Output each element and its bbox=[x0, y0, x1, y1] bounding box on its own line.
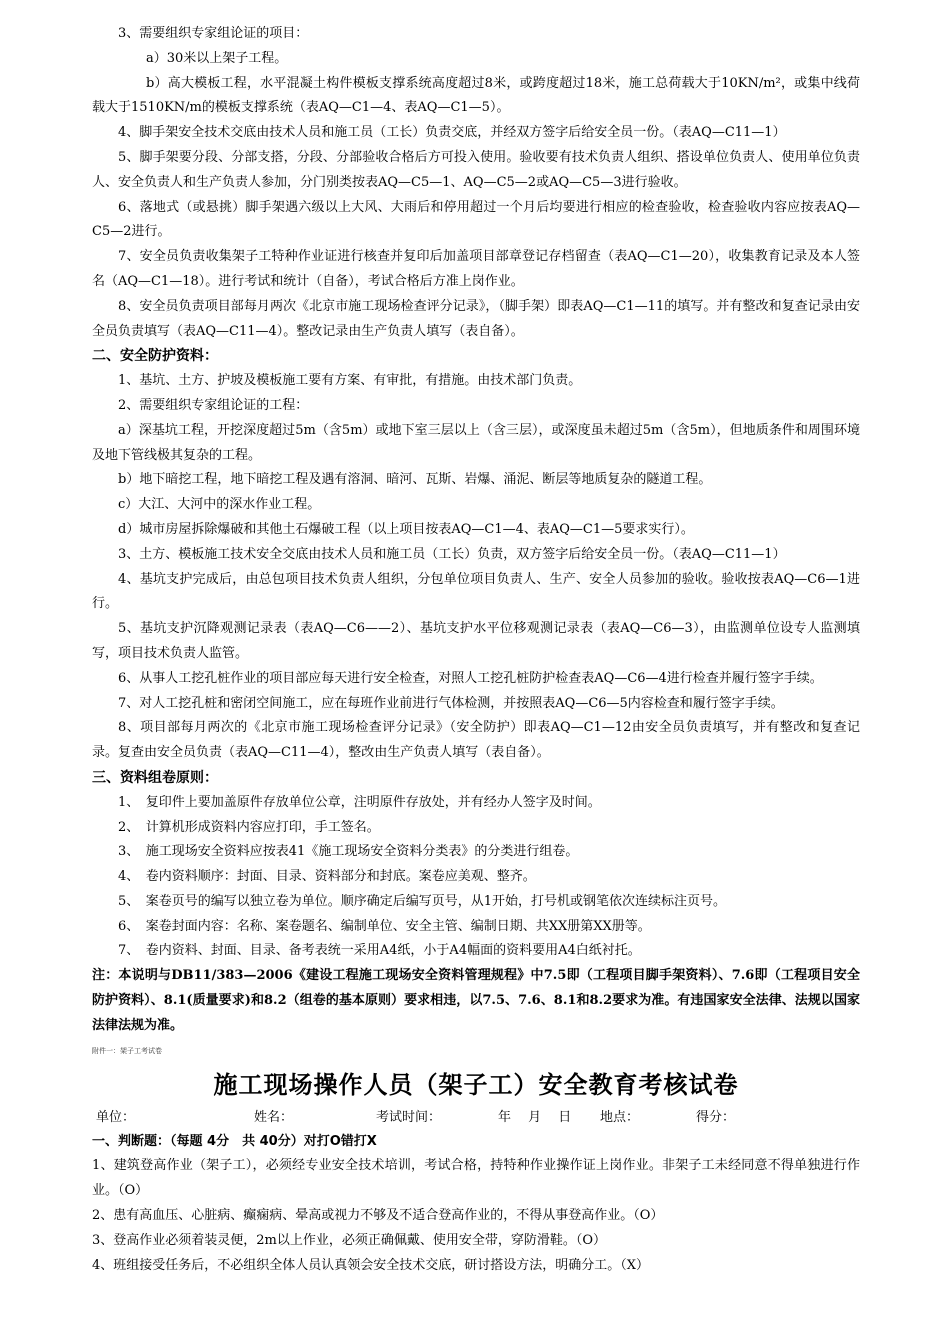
section2-item: 6、从事人工挖孔桩作业的项目部应每天进行安全检查，对照人工挖孔桩防护检查表AQ—C6—4进行检查并履行签字手续。 bbox=[118, 670, 823, 686]
part1-heading: 一、判断题：（每题 4分 共 40分）对打O错打X bbox=[92, 1133, 377, 1149]
meta-unit: 单位： bbox=[96, 1109, 136, 1125]
section1-item: a）30米以上架子工程。 bbox=[146, 50, 288, 66]
section2-item: 2、需要组织专家组论证的工程： bbox=[118, 397, 309, 413]
section2-heading: 二、安全防护资料： bbox=[92, 348, 218, 365]
section1-item: b）高大模板工程，水平混凝土构件模板支撑系统高度超过8米，或跨度超过18米，施工总荷载大于10KN/m²，或集中线荷载大于1510KN/m的模板支撑系统（表AQ—C1—4、表AQ—C1—5）。 bbox=[92, 75, 860, 116]
section3-item: 3、 施工现场安全资料应按表41《施工现场安全资料分类表》的分类进行组卷。 bbox=[118, 844, 579, 860]
section3-item: 5、 案卷页号的编写以独立卷为单位。顺序确定后编写页号，从1开始，打号机或钢笔依次连续标注页号。 bbox=[118, 893, 727, 909]
section2-item: 5、基坑支护沉降观测记录表（表AQ—C6——2）、基坑支护水平位移观测记录表（表AQ—C6—3），由监测单位设专人监测填写，项目技术负责人监管。 bbox=[92, 621, 860, 661]
section2-item: b）地下暗挖工程，地下暗挖工程及遇有溶洞、暗河、瓦斯、岩爆、涌泥、断层等地质复杂的隧道工程。 bbox=[118, 472, 712, 488]
question-item: 4、班组接受任务后，不必组织全体人员认真领会安全技术交底，研讨搭设方法，明确分工。（X） bbox=[92, 1257, 650, 1273]
exam-meta-row bbox=[92, 1106, 860, 1130]
question-item: 3、登高作业必须着装灵便，2m以上作业，必须正确佩戴、使用安全带，穿防滑鞋。（O） bbox=[92, 1232, 607, 1248]
section2-item: 7、对人工挖孔桩和密闭空间施工，应在每班作业前进行气体检测，并按照表AQ—C6—5内容检查和履行签字手续。 bbox=[118, 695, 784, 711]
section2-item: 1、基坑、土方、护坡及模板施工要有方案、有审批，有措施。由技术部门负责。 bbox=[118, 373, 582, 389]
section3-heading: 三、资料组卷原则： bbox=[92, 769, 218, 786]
section1-item: 7、安全员负责收集架子工特种作业证进行核查并复印后加盖项目部章登记存档留查（表AQ—C1—20），收集教育记录及本人签名（AQ—C1—18）。进行考试和统计（自备），考试合格后方准上岗作业。 bbox=[92, 249, 860, 289]
section1-item: 5、脚手架要分段、分部支搭，分段、分部验收合格后方可投入使用。验收要有技术负责人组织、搭设单位负责人、使用单位负责人、安全负责人和生产负责人参加，分门别类按表AQ—C5—1、AQ—C5—2或AQ—C5—3进行验收。 bbox=[92, 149, 860, 190]
note-paragraph: 注：本说明与DB11/383—2006《建设工程施工现场安全资料管理规程》中7.5即（工程项目脚手架资料）、7.6即（工程项目安全防护资料）、8.1(质量要求)和8.2（组卷的基本原则）要求相违，以7.5、7.6、8.1和8.2要求为准。有违国家安全法律、法规以国家法律法规为准。 bbox=[92, 968, 860, 1033]
section3-item: 7、 卷内资料、封面、目录、备考表统一采用A4纸，小于A4幅面的资料要用A4白纸衬托。 bbox=[118, 943, 641, 959]
section1-item: 3、需要组织专家组论证的项目： bbox=[118, 26, 309, 41]
meta-time: 考试时间： bbox=[376, 1109, 442, 1125]
section1-item: 6、落地式（或悬挑）脚手架遇六级以上大风、大雨后和停用超过一个月后均要进行相应的检查验收，检查验收内容应按表AQ—C5—2进行。 bbox=[92, 199, 860, 240]
section2-item: 3、土方、模板施工技术安全交底由技术人员和施工员（工长）负责，双方签字后给安全员一份。（表AQ—C11—1） bbox=[118, 546, 786, 562]
section3-item: 1、 复印件上要加盖原件存放单位公章，注明原件存放处，并有经办人签字及时间。 bbox=[118, 794, 601, 810]
document-page bbox=[92, 22, 860, 1278]
section2-item: 8、项目部每月两次的《北京市施工现场检查评分记录》（安全防护）即表AQ—C1—12由安全员负责填写，并有整改和复查记录。复查由安全员负责（表AQ—C11—4），整改由生产负责人填写（表自备）。 bbox=[92, 720, 860, 761]
meta-place: 地点： bbox=[600, 1109, 640, 1125]
meta-date: 年 月 日 bbox=[498, 1109, 572, 1125]
meta-score: 得分： bbox=[696, 1109, 736, 1125]
meta-name: 姓名： bbox=[254, 1109, 294, 1125]
section3-item: 2、 计算机形成资料内容应打印，手工签名。 bbox=[118, 819, 380, 835]
section2-item: a）深基坑工程，开挖深度超过5m（含5m）或地下室三层以上（含三层），或深度虽未超过5m（含5m），但地质条件和周围环境及地下管线极其复杂的工程。 bbox=[92, 422, 860, 463]
section3-item: 4、 卷内资料顺序：封面、目录、资料部分和封底。案卷应美观、整齐。 bbox=[118, 869, 536, 885]
section1-item: 4、脚手架安全技术交底由技术人员和施工员（工长）负责交底，并经双方签字后给安全员一份。（表AQ—C11—1） bbox=[118, 125, 786, 141]
section3-item: 6、 案卷封面内容：名称、案卷题名、编制单位、安全主管、编制日期、共XX册第XX册等。 bbox=[118, 918, 651, 934]
question-item: 2、患有高血压、心脏病、癫痫病、晕高或视力不够及不适合登高作业的，不得从事登高作业。（O） bbox=[92, 1208, 664, 1224]
section2-item: c）大江、大河中的深水作业工程。 bbox=[118, 497, 321, 513]
section1-item: 8、安全员负责项目部每月两次《北京市施工现场检查评分记录》，（脚手架）即表AQ—C1—11的填写。并有整改和复查记录由安全员负责填写（表AQ—C11—4）。整改记录由生产负责人填写（表自备）。 bbox=[92, 298, 860, 339]
exam-title: 施工现场操作人员（架子工）安全教育考核试卷 bbox=[213, 1070, 739, 1099]
question-item: 1、建筑登高作业（架子工），必须经专业安全技术培训，考试合格，持特种作业操作证上岗作业。非架子工未经同意不得单独进行作业。（O） bbox=[92, 1158, 860, 1199]
section2-item: d）城市房屋拆除爆破和其他土石爆破工程（以上项目按表AQ—C1—4、表AQ—C1—5要求实行）。 bbox=[118, 521, 694, 537]
section2-item: 4、基坑支护完成后，由总包项目技术负责人组织，分包单位项目负责人、生产、安全人员参加的验收。验收按表AQ—C6—1进行。 bbox=[92, 571, 860, 612]
annex-label: 附件一：架子工考试卷 bbox=[92, 1046, 162, 1055]
